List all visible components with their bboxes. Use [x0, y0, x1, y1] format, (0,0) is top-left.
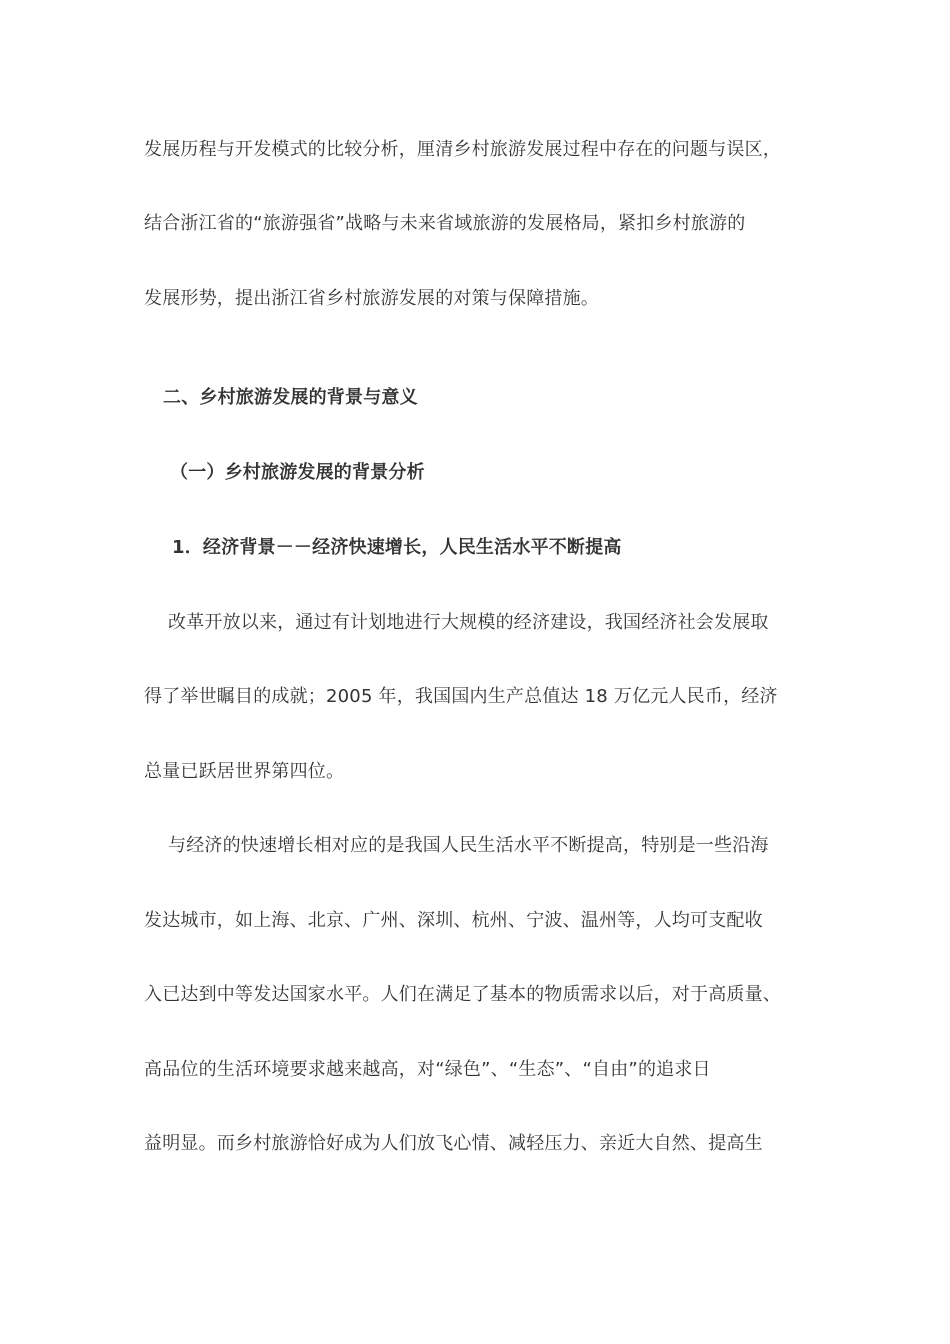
- text-line: 发展历程与开发模式的比较分析，厘清乡村旅游发展过程中存在的问题与误区，: [144, 139, 781, 160]
- subsection-heading: （一）乡村旅游发展的背景分析: [170, 462, 425, 483]
- text-line: 与经济的快速增长相对应的是我国人民生活水平不断提高，特别是一些沿海: [168, 835, 769, 856]
- text-line: 改革开放以来，通过有计划地进行大规模的经济建设，我国经济社会发展取: [168, 612, 769, 633]
- text-line: 结合浙江省的“旅游强省”战略与未来省域旅游的发展格局，紧扣乡村旅游的: [144, 213, 746, 234]
- text-line: 总量已跃居世界第四位。: [144, 761, 345, 782]
- item-heading: 1．经济背景－－经济快速增长，人民生活水平不断提高: [172, 537, 622, 558]
- text-line: 益明显。而乡村旅游恰好成为人们放飞心情、减轻压力、亲近大自然、提高生: [144, 1133, 763, 1154]
- text-line: 得了举世瞩目的成就；2005 年，我国国内生产总值达 18 万亿元人民币，经济: [144, 686, 778, 707]
- text-line: 发达城市，如上海、北京、广州、深圳、杭州、宁波、温州等，人均可支配收: [144, 910, 763, 931]
- text-line: 高品位的生活环境要求越来越高，对“绿色”、“生态”、“自由”的追求日: [144, 1059, 711, 1080]
- text-line: 入已达到中等发达国家水平。人们在满足了基本的物质需求以后，对于高质量、: [144, 984, 781, 1005]
- text-line: 发展形势，提出浙江省乡村旅游发展的对策与保障措施。: [144, 288, 599, 309]
- section-heading: 二、乡村旅游发展的背景与意义: [163, 387, 418, 408]
